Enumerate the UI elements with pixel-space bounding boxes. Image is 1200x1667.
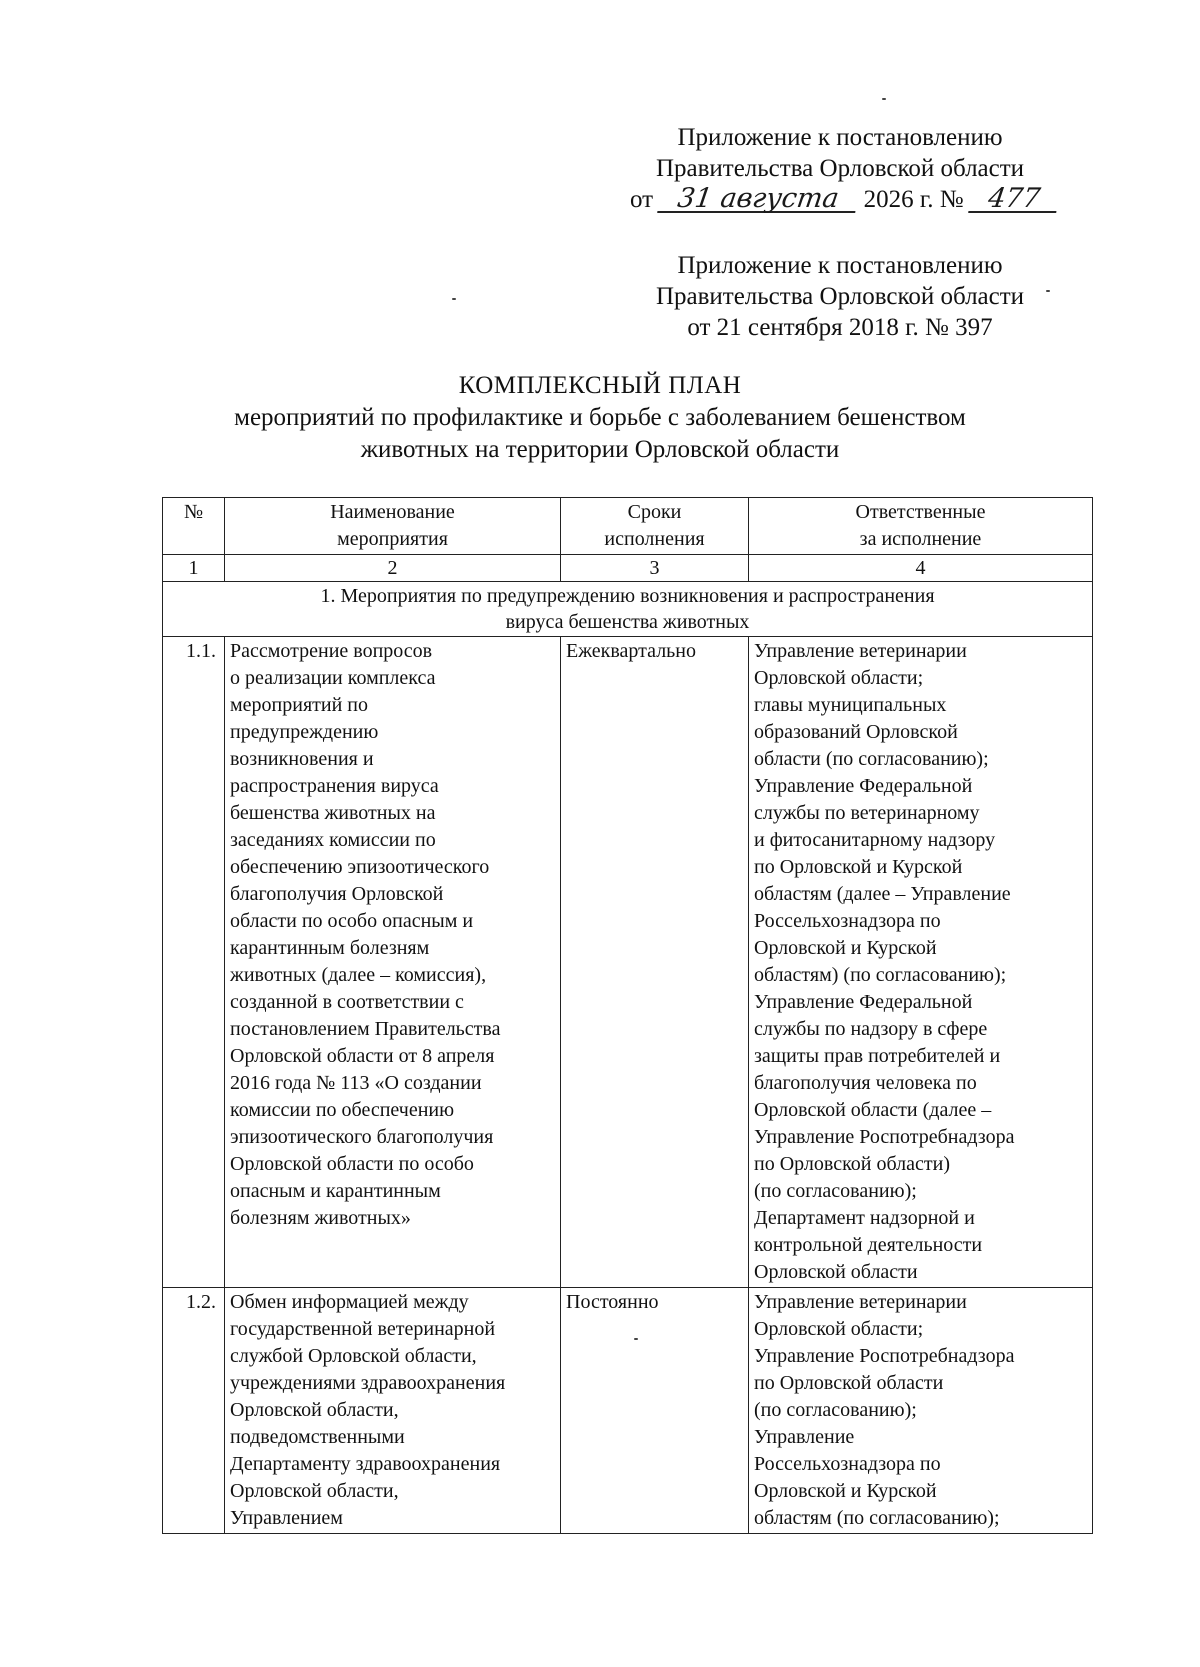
cell-line: Управление Роспотребнадзора <box>754 1126 1015 1148</box>
cell-line: по Орловской области) <box>754 1153 950 1175</box>
plan-table <box>162 497 1093 1534</box>
cell-line: контрольной деятельности <box>754 1234 983 1256</box>
column-number-row <box>163 555 1093 582</box>
scan-speck <box>452 298 456 300</box>
handwritten-date: 31 августа <box>658 187 860 213</box>
scan-speck <box>634 1338 638 1340</box>
header-name: Наименование мероприятия <box>225 498 561 555</box>
cell-line: службой Орловской области, <box>230 1345 477 1367</box>
date-year: 2026 г. № <box>863 186 964 213</box>
cell-line: Орловской и Курской <box>754 1480 937 1502</box>
cell-line: Управлением <box>230 1507 343 1529</box>
cell-line: Управление Роспотребнадзора <box>754 1345 1015 1367</box>
cell-line: Орловской области; <box>754 667 924 689</box>
cell-line: службы по ветеринарному <box>754 802 980 824</box>
cell-line: Орловской и Курской <box>754 937 937 959</box>
cell-line: Департамент надзорной и <box>754 1207 975 1229</box>
cell-line: созданной в соответствии с <box>230 991 464 1013</box>
cell-line: Управление ветеринарии <box>754 640 967 662</box>
cell-line: областям (по согласованию); <box>754 1507 1000 1529</box>
cell-line: области по особо опасным и <box>230 910 474 932</box>
cell-line: по Орловской области <box>754 1372 944 1394</box>
appendix-date-line <box>630 184 1050 215</box>
row-terms: Постоянно <box>561 1288 749 1534</box>
column-number: 1 <box>163 555 225 582</box>
old-appendix-line-2: Правительства Орловской области <box>655 283 1025 310</box>
cell-line: Управление <box>754 1426 855 1448</box>
row-activity-name <box>225 1288 561 1534</box>
cell-line: области (по согласованию); <box>754 748 989 770</box>
cell-line: Департаменту здравоохранения <box>230 1453 501 1475</box>
handwritten-number: 477 <box>968 187 1060 213</box>
cell-line: Орловской области, <box>230 1480 399 1502</box>
title-subtitle-1: мероприятий по профилактике и борьбе с заболеванием бешенством <box>234 404 966 431</box>
date-prefix: от <box>630 186 654 213</box>
row-activity-name <box>225 637 561 1288</box>
appendix-line-1: Приложение к постановлению <box>677 124 1003 151</box>
title-subtitle-2: животных на территории Орловской области <box>360 436 840 463</box>
old-appendix-line-1: Приложение к постановлению <box>677 252 1003 279</box>
cell-line: Управление Федеральной <box>754 775 973 797</box>
cell-line: государственной ветеринарной <box>230 1318 496 1340</box>
cell-line: о реализации комплекса <box>230 667 436 689</box>
document-title <box>120 370 1080 466</box>
cell-line: обеспечению эпизоотического <box>230 856 490 878</box>
cell-line: и фитосанитарному надзору <box>754 829 996 851</box>
cell-line: Орловской области (далее – <box>754 1099 992 1121</box>
section-heading: 1. Мероприятия по предупреждению возникновения и распространения вируса бешенства животных <box>163 582 1093 637</box>
cell-line: Обмен информацией между <box>230 1291 469 1313</box>
scan-speck <box>882 98 886 100</box>
cell-line: благополучия Орловской <box>230 883 444 905</box>
cell-line: предупреждению <box>230 721 379 743</box>
cell-line: Россельхознадзора по <box>754 910 941 932</box>
cell-line: Рассмотрение вопросов <box>230 640 433 662</box>
cell-line: подведомственными <box>230 1426 405 1448</box>
old-appendix-line-3: от 21 сентября 2018 г. № 397 <box>687 314 993 341</box>
title-main: КОМПЛЕКСНЫЙ ПЛАН <box>458 372 742 399</box>
cell-line: службы по надзору в сфере <box>754 1018 988 1040</box>
cell-line: 2016 года № 113 «О создании <box>230 1072 482 1094</box>
cell-line: возникновения и <box>230 748 374 770</box>
cell-line: образований Орловской <box>754 721 958 743</box>
cell-line: эпизоотического благополучия <box>230 1126 494 1148</box>
appendix-line-2: Правительства Орловской области <box>655 155 1025 182</box>
column-number: 3 <box>561 555 749 582</box>
cell-line: карантинным болезням <box>230 937 430 959</box>
table-header-row <box>163 498 1093 555</box>
cell-line: по Орловской и Курской <box>754 856 963 878</box>
cell-line: мероприятий по <box>230 694 368 716</box>
row-responsible <box>749 1288 1093 1534</box>
appendix-header-old <box>630 250 1050 343</box>
table-row <box>163 637 1093 1288</box>
cell-line: (по согласованию); <box>754 1180 917 1202</box>
cell-line: Управление ветеринарии <box>754 1291 967 1313</box>
cell-line: учреждениями здравоохранения <box>230 1372 506 1394</box>
row-number: 1.1. <box>163 637 225 1288</box>
cell-line: Орловской области; <box>754 1318 924 1340</box>
row-terms: Ежеквартально <box>561 637 749 1288</box>
table-row <box>163 1288 1093 1534</box>
cell-line: главы муниципальных <box>754 694 947 716</box>
row-number: 1.2. <box>163 1288 225 1534</box>
cell-line: Орловской области <box>754 1261 918 1283</box>
header-num: № <box>163 498 225 555</box>
cell-line: Россельхознадзора по <box>754 1453 941 1475</box>
cell-line: Орловской области по особо <box>230 1153 474 1175</box>
column-number: 4 <box>749 555 1093 582</box>
cell-line: Управление Федеральной <box>754 991 973 1013</box>
cell-line: болезням животных» <box>230 1207 411 1229</box>
appendix-header-new <box>630 122 1050 215</box>
cell-line: защиты прав потребителей и <box>754 1045 1001 1067</box>
cell-line: животных (далее – комиссия), <box>230 964 487 986</box>
scan-speck <box>1046 290 1050 292</box>
cell-line: Орловской области от 8 апреля <box>230 1045 495 1067</box>
cell-line: комиссии по обеспечению <box>230 1099 455 1121</box>
row-responsible <box>749 637 1093 1288</box>
cell-line: областям (далее – Управление <box>754 883 1011 905</box>
cell-line: областям) (по согласованию); <box>754 964 1007 986</box>
cell-line: опасным и карантинным <box>230 1180 441 1202</box>
cell-line: (по согласованию); <box>754 1399 917 1421</box>
cell-line: заседаниях комиссии по <box>230 829 436 851</box>
cell-line: распространения вируса <box>230 775 439 797</box>
cell-line: Орловской области, <box>230 1399 399 1421</box>
cell-line: благополучия человека по <box>754 1072 977 1094</box>
column-number: 2 <box>225 555 561 582</box>
cell-line: бешенства животных на <box>230 802 436 824</box>
cell-line: постановлением Правительства <box>230 1018 501 1040</box>
section-heading-row <box>163 582 1093 637</box>
header-terms: Сроки исполнения <box>561 498 749 555</box>
header-responsible: Ответственные за исполнение <box>749 498 1093 555</box>
